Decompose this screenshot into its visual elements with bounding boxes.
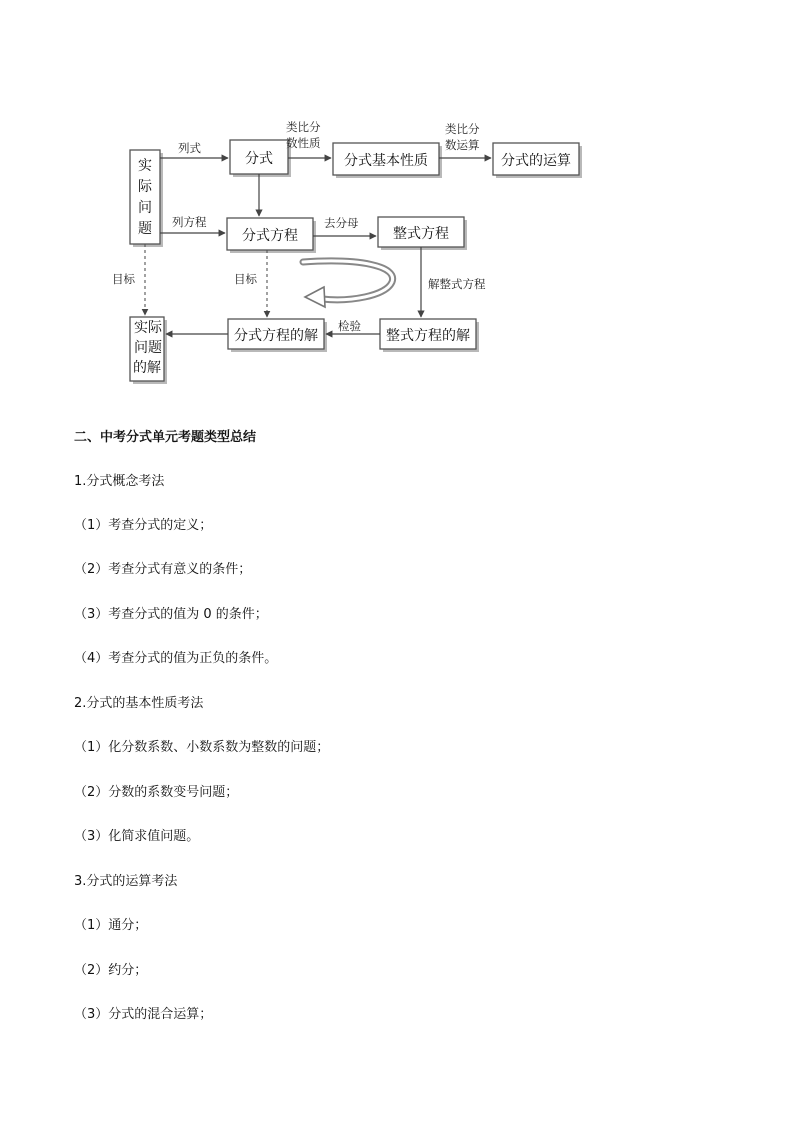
list-item: （3）分式的混合运算； (74, 1007, 213, 1022)
box-zhengshi-fangcheng (378, 217, 467, 250)
svg-text:数运算: 数运算 (445, 138, 480, 152)
svg-text:分式: 分式 (245, 151, 273, 167)
svg-text:问: 问 (134, 340, 148, 356)
box-fenshi-fangcheng (227, 218, 316, 253)
svg-text:际: 际 (148, 320, 162, 336)
arrow-jianyan (326, 319, 380, 334)
box-fenshi (230, 140, 291, 177)
svg-text:整式方程的解: 整式方程的解 (386, 328, 470, 344)
svg-text:检验: 检验 (338, 319, 361, 333)
svg-text:的解: 的解 (133, 360, 161, 376)
box-zhengshi-fangcheng-de-jie (380, 319, 479, 352)
list-item: （2）分数的系数变号问题； (74, 785, 239, 800)
knowledge-flowchart (0, 0, 794, 400)
list-item: （1）考查分式的定义； (74, 518, 213, 533)
svg-text:实: 实 (134, 320, 148, 336)
svg-text:列式: 列式 (178, 141, 201, 155)
svg-text:整式方程: 整式方程 (393, 226, 449, 242)
svg-text:分式方程的解: 分式方程的解 (234, 328, 318, 344)
arrow-jie-zhengshi (421, 247, 486, 317)
group-2-title: 2.分式的基本性质考法 (74, 696, 204, 711)
box-shiji-wenti (130, 150, 163, 247)
dashed-mubiao-left (112, 244, 145, 315)
svg-text:类比分: 类比分 (286, 120, 321, 134)
arrow-lieshi (160, 141, 228, 158)
box-fenshi-fangcheng-de-jie (228, 319, 327, 352)
svg-text:题: 题 (138, 221, 152, 237)
svg-text:分式基本性质: 分式基本性质 (344, 153, 428, 169)
svg-text:问: 问 (138, 200, 152, 216)
arrow-leibi-xingzhi (286, 120, 331, 158)
curved-return-arrow (303, 261, 393, 307)
arrow-leibi-yunsuan (439, 122, 491, 158)
box-fenshi-de-yunsuan (493, 143, 582, 178)
svg-text:目标: 目标 (234, 272, 257, 286)
svg-text:列方程: 列方程 (172, 215, 207, 229)
list-item: （1）化分数系数、小数系数为整数的问题； (74, 740, 330, 755)
list-item: （2）考查分式有意义的条件； (74, 562, 252, 577)
list-item: （4）考查分式的值为正负的条件。 (74, 651, 278, 666)
arrow-qu-fenmu (313, 216, 376, 236)
svg-text:解整式方程: 解整式方程 (428, 277, 486, 291)
svg-text:题: 题 (148, 340, 162, 356)
list-item: （2）约分； (74, 963, 148, 978)
box-shiji-wenti-de-jie (130, 317, 167, 384)
section-heading: 二、中考分式单元考题类型总结 (74, 430, 257, 445)
group-1-title: 1.分式概念考法 (74, 474, 165, 489)
list-item: （3）化简求值问题。 (74, 829, 200, 844)
svg-text:分式的运算: 分式的运算 (501, 153, 571, 169)
box-fenshi-jiben-xingzhi (333, 143, 442, 178)
svg-text:目标: 目标 (112, 272, 135, 286)
list-item: （3）考查分式的值为 0 的条件； (74, 607, 268, 622)
group-3-title: 3.分式的运算考法 (74, 874, 178, 889)
svg-text:去分母: 去分母 (324, 216, 359, 230)
dashed-mubiao-mid (234, 250, 267, 317)
arrow-lie-fangcheng (160, 215, 225, 233)
svg-text:实: 实 (138, 158, 152, 174)
svg-text:数性质: 数性质 (286, 136, 321, 150)
svg-text:际: 际 (138, 179, 152, 195)
list-item: （1）通分； (74, 918, 148, 933)
svg-text:分式方程: 分式方程 (242, 228, 298, 244)
svg-text:类比分: 类比分 (445, 122, 480, 136)
